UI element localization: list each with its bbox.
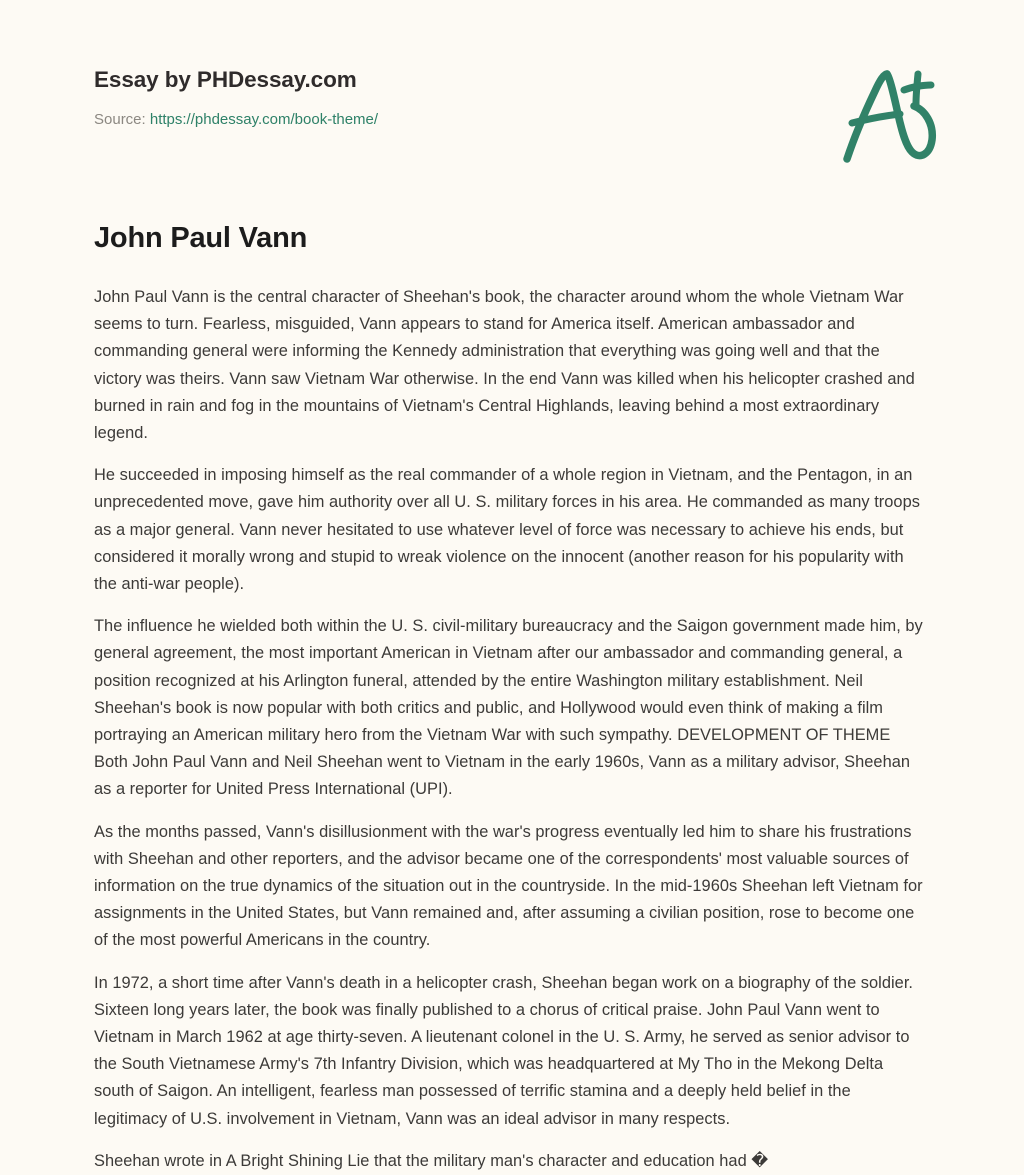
body-paragraph: As the months passed, Vann's disillusionment with the war's progress eventually led him to share his frustrations with Sheehan and other reporters, and the advisor became one of the correspondents' most valuable sources of information on the true dynamics of the situation out in the countryside. In the mid-1960s Sheehan left Vietnam for assignments in the United States, but Vann remained and, after assuming a civilian position, rose to become one of the most powerful Americans in the country. bbox=[94, 822, 923, 950]
source-url-link[interactable]: https://phdessay.com/book-theme/ bbox=[149, 111, 379, 129]
document-header bbox=[94, 66, 948, 176]
body-paragraph: In 1972, a short time after Vann's death in a helicopter crash, Sheehan began work on a biography of the soldier. Sixteen long years later, the book was finally published to a chorus of critical praise. John Paul Vann went to Vietnam in March 1962 at age thirty-seven. A lieutenant colonel in the U. S. Army, he served as senior advisor to the South Vietnamese Army's 7th Infantry Division, which was headquartered at My Tho in the Mekong Delta south of Saigon. An intelligent, fearless man possessed of terrific stamina and a deeply held belief in the legitimacy of U.S. involvement in Vietnam, Vann was an ideal advisor in many respects. bbox=[94, 973, 913, 1128]
body-paragraph: The influence he wielded both within the U. S. civil-military bureaucracy and the Saigon government made him, by general agreement, the most important American in Vietnam after our ambassador and commanding general, a position recognized at his Arlington funeral, attended by the entire Washington military establishment. Neil Sheehan's book is now popular with both critics and public, and Hollywood would even think of making a film portraying an American military hero from the Vietnam War with such sympathy. DEVELOPMENT OF THEME Both John Paul Vann and Neil Sheehan went to Vietnam in the early 1960s, Vann as a military advisor, Sheehan as a reporter for United Press International (UPI). bbox=[94, 617, 923, 799]
body-paragraph: Sheehan wrote in A Bright Shining Lie that the military man's character and education had � bbox=[94, 1151, 769, 1170]
source-label: Source: bbox=[94, 111, 146, 129]
body-paragraph: John Paul Vann is the central character of Sheehan's book, the character around whom the whole Vietnam War seems to turn. Fearless, misguided, Vann appears to stand for America itself. American ambassador and commanding general were informing the Kennedy administration that everything was going well and that the victory was theirs. Vann saw Vietnam War otherwise. In the end Vann was killed when his helicopter crashed and burned in rain and fog in the mountains of Vietnam's Central Highlands, leaving behind a most extraordinary legend. bbox=[94, 288, 915, 443]
document-body bbox=[94, 284, 927, 1175]
source-line bbox=[94, 110, 948, 130]
brand-title: Essay by PHDessay.com bbox=[94, 67, 357, 92]
body-paragraph: He succeeded in imposing himself as the real commander of a whole region in Vietnam, and the Pentagon, in an unprecedented move, gave him authority over all U. S. military forces in his area. He commanded as many troops as a major general. Vann never hesitated to use whatever level of force was necessary to achieve his ends, but considered it morally wrong and stupid to wreak violence on the innocent (another reason for his popularity with the anti-war people). bbox=[94, 466, 920, 594]
page-title: John Paul Vann bbox=[94, 222, 308, 254]
